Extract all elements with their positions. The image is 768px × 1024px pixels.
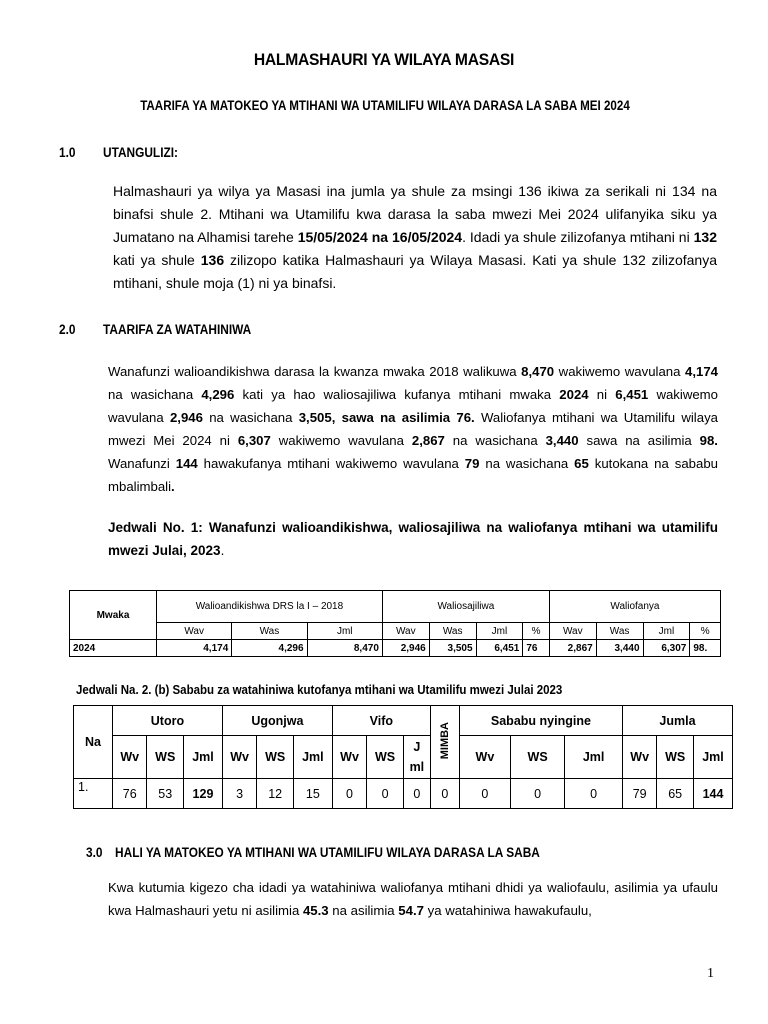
header-mimba xyxy=(430,706,459,779)
pass-rate: 45.3 xyxy=(302,903,329,918)
header-jumla: Jumla xyxy=(622,706,732,736)
value: 79 xyxy=(464,456,480,471)
value: 98. xyxy=(699,433,718,448)
value: 2,946 xyxy=(169,410,203,425)
table-cell: 2024 xyxy=(70,640,157,657)
text: hawakufanya mtihani wakiwemo wavulana xyxy=(197,456,465,471)
subheader: Jml xyxy=(643,623,690,640)
subheader: Wv xyxy=(459,736,510,779)
value: 8,470 xyxy=(521,364,555,379)
table-1 xyxy=(69,590,721,657)
subheader: Jml xyxy=(693,736,732,779)
caption-text: Jedwali No. 1: Wanafunzi walioandikishwa, waliosajiliwa na waliofanya mtihani wa utamilifu mwezi Julai, 2023 xyxy=(108,520,718,558)
table-cell: 3,440 xyxy=(596,640,643,657)
header-enrolled: Walioandikishwa DRS la I – 2018 xyxy=(157,591,383,623)
table-cell: 0 xyxy=(367,779,404,809)
results-paragraph xyxy=(108,876,718,922)
text: na wasichana xyxy=(479,456,575,471)
subheader: Wav xyxy=(157,623,232,640)
text: ya watahiniwa hawakufaulu, xyxy=(423,903,592,918)
table-cell: 3,505 xyxy=(429,640,476,657)
subheader: Jml xyxy=(293,736,332,779)
text: kati ya hao waliosajiliwa kufanya mtihani mwaka xyxy=(234,387,560,402)
value: 2,867 xyxy=(411,433,445,448)
table-cell: 76 xyxy=(523,640,550,657)
section-3-number: 3.0 xyxy=(86,845,103,860)
value: . xyxy=(171,479,175,494)
subheader: Was xyxy=(232,623,307,640)
header-utoro: Utoro xyxy=(113,706,223,736)
subheader: Jml xyxy=(184,736,223,779)
header-registered: Waliosajiliwa xyxy=(382,591,549,623)
intro-text: zilizopo katika Halmashauri ya Wilaya Masasi. Kati ya shule 132 zilizofanya mtihani, shule moja (1) ni ya binafsi. xyxy=(113,252,717,291)
subheader: WS xyxy=(147,736,184,779)
value: 6,451 xyxy=(615,387,649,402)
table-cell: 2,867 xyxy=(549,640,596,657)
subheader: Wv xyxy=(332,736,366,779)
table-cell: 0 xyxy=(459,779,510,809)
section-1-number: 1.0 xyxy=(59,145,76,160)
subheader: Jml xyxy=(476,623,523,640)
table-cell: 15 xyxy=(293,779,332,809)
subheader: WS xyxy=(367,736,404,779)
intro-text: Halmashauri ya wilya ya Masasi ina jumla ya shule za msingi 136 ikiwa za serikali ni 134 na binafsi shule 2. Mtihani wa Utamilifu kwa darasa la saba mwezi Mei 2024 ulifanyika siku ya Jumatano na Alhamisi tarehe xyxy=(113,183,717,245)
value: 3,440 xyxy=(545,433,579,448)
table-cell: 144 xyxy=(693,779,732,809)
subheader: Wv xyxy=(622,736,656,779)
header-sat: Waliofanya xyxy=(549,591,720,623)
table-1-caption xyxy=(108,516,718,562)
exam-dates: 15/05/2024 na 16/05/2024 xyxy=(297,229,463,245)
schools-total: 136 xyxy=(200,252,225,268)
table-cell: 53 xyxy=(147,779,184,809)
table-cell: 0 xyxy=(332,779,366,809)
subheader: % xyxy=(523,623,550,640)
table-cell: 8,470 xyxy=(307,640,382,657)
text: wakiwemo wavulana xyxy=(270,433,412,448)
section-2-heading xyxy=(59,322,251,337)
table-cell: 4,296 xyxy=(232,640,307,657)
value: 4,296 xyxy=(201,387,235,402)
intro-text: kati ya shule xyxy=(113,252,201,268)
intro-text: . Idadi ya shule zilizofanya mtihani ni xyxy=(462,229,694,245)
caption-end: . xyxy=(220,543,225,558)
table-cell: 76 xyxy=(113,779,147,809)
text: wakiwemo wavulana xyxy=(554,364,685,379)
subheader: Jml xyxy=(307,623,382,640)
value: 3,505, sawa na asilimia 76. xyxy=(298,410,475,425)
table-cell: 79 xyxy=(622,779,656,809)
document-subtitle: TAARIFA YA MATOKEO YA MTIHANI WA UTAMILIFU WILAYA DARASA LA SABA MEI 2024 xyxy=(140,98,630,113)
text: na wasichana xyxy=(108,387,202,402)
section-3-heading xyxy=(86,845,540,860)
subheader: Was xyxy=(596,623,643,640)
value: 144 xyxy=(175,456,198,471)
subheader: WS xyxy=(657,736,694,779)
mimba-label: MIMBA xyxy=(438,721,451,760)
table-cell: 4,174 xyxy=(157,640,232,657)
text: na wasichana xyxy=(202,410,299,425)
table-cell: 0 xyxy=(565,779,623,809)
subheader: WS xyxy=(510,736,564,779)
text: na asilimia xyxy=(328,903,399,918)
header-sababu: Sababu nyingine xyxy=(459,706,622,736)
table-cell: 12 xyxy=(257,779,294,809)
subheader: J ml xyxy=(403,736,430,779)
value: 4,174 xyxy=(684,364,718,379)
value: 2024 xyxy=(559,387,589,402)
table-cell: 0 xyxy=(430,779,459,809)
candidates-paragraph xyxy=(108,360,718,498)
header-na: Na xyxy=(74,706,113,779)
subheader: WS xyxy=(257,736,294,779)
subheader: Wav xyxy=(549,623,596,640)
subheader: Wv xyxy=(222,736,256,779)
table-cell: 3 xyxy=(222,779,256,809)
page-number: 1 xyxy=(707,966,714,981)
header-ugonjwa: Ugonjwa xyxy=(222,706,332,736)
subheader: Wav xyxy=(382,623,429,640)
text: na wasichana xyxy=(444,433,546,448)
text: wakiwemo wavulana xyxy=(108,387,719,425)
subheader: % xyxy=(690,623,721,640)
section-2-title: TAARIFA ZA WATAHINIWA xyxy=(103,322,252,337)
intro-paragraph xyxy=(113,180,717,295)
section-1-title: UTANGULIZI: xyxy=(103,145,179,160)
table-cell: 0 xyxy=(403,779,430,809)
table-cell: 65 xyxy=(657,779,694,809)
value: 65 xyxy=(574,456,589,471)
table-cell: 2,946 xyxy=(382,640,429,657)
subheader: Jml xyxy=(565,736,623,779)
document-title: HALMASHAURI YA WILAYA MASASI xyxy=(253,50,515,69)
table-cell: 0 xyxy=(510,779,564,809)
table-cell: 98. xyxy=(690,640,721,657)
text: Wanafunzi walioandikishwa darasa la kwanza mwaka 2018 walikuwa xyxy=(108,364,522,379)
table-cell: 6,451 xyxy=(476,640,523,657)
text: Kwa kutumia kigezo cha idadi ya watahiniwa waliofanya mtihani dhidi ya waliofaulu, asilimia ya ufaulu kwa Halmashauri yetu ni asilimia xyxy=(108,880,718,918)
table-cell: 129 xyxy=(184,779,223,809)
table-cell: 6,307 xyxy=(643,640,690,657)
text: Wanafunzi xyxy=(108,456,176,471)
section-3-title: HALI YA MATOKEO YA MTIHANI WA UTAMILIFU WILAYA DARASA LA SABA xyxy=(115,845,540,860)
subheader: Wv xyxy=(113,736,147,779)
text: ni xyxy=(588,387,616,402)
text: sawa na asilimia xyxy=(578,433,700,448)
section-1-heading xyxy=(59,145,178,160)
header-vifo: Vifo xyxy=(332,706,430,736)
value: 6,307 xyxy=(237,433,271,448)
header-mwaka: Mwaka xyxy=(70,591,157,640)
subheader: Was xyxy=(429,623,476,640)
section-2-number: 2.0 xyxy=(59,322,76,337)
fail-rate: 54.7 xyxy=(398,903,424,918)
text: kutokana na sababu mbalimbali xyxy=(108,456,718,494)
schools-sat: 132 xyxy=(693,229,717,245)
table-2 xyxy=(73,705,733,809)
table-cell: 1. xyxy=(74,779,113,809)
table-2-caption: Jedwali Na. 2. (b) Sababu za watahiniwa kutofanya mtihani wa Utamilifu mwezi Julai 2023 xyxy=(76,683,563,697)
text: Waliofanya mtihani wa Utamilifu wilaya mwezi Mei 2024 ni xyxy=(108,410,718,448)
